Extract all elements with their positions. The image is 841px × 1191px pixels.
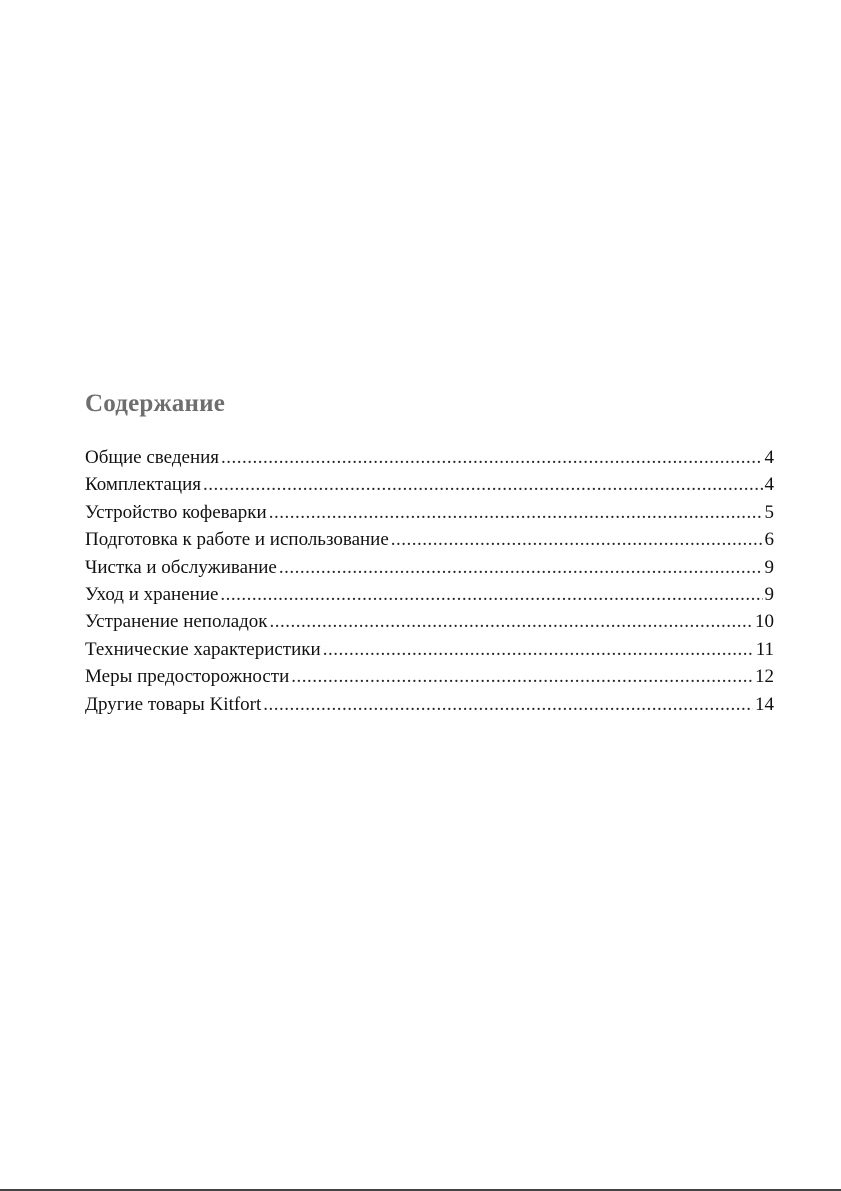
toc-entry[interactable] — [85, 636, 774, 663]
toc-entry[interactable] — [85, 554, 774, 581]
toc-entry-page: 9 — [764, 556, 774, 578]
toc-list — [85, 444, 774, 718]
toc-dot-leader — [263, 691, 753, 718]
toc-dot-leader — [269, 499, 763, 526]
toc-entry-page: 11 — [755, 638, 774, 660]
toc-entry-label: Устранение неполадок — [85, 611, 268, 633]
toc-entry-label: Чистка и обслуживание — [85, 556, 277, 578]
toc-entry[interactable] — [85, 471, 774, 498]
toc-dot-leader — [203, 471, 763, 498]
toc-entry[interactable] — [85, 581, 774, 608]
table-of-contents — [85, 386, 774, 718]
toc-entry-label: Комплектация — [85, 474, 201, 496]
toc-entry-label: Уход и хранение — [85, 583, 219, 605]
toc-dot-leader — [270, 608, 753, 635]
toc-entry-label: Общие сведения — [85, 447, 220, 468]
toc-entry[interactable] — [85, 499, 774, 526]
toc-entry-page: 4 — [764, 474, 774, 496]
toc-entry-label: Подготовка к работе и использование — [85, 529, 389, 551]
toc-entry-page: 6 — [764, 529, 774, 551]
toc-entry-label: Технические характеристики — [85, 638, 321, 660]
toc-entry-page: 12 — [755, 666, 774, 688]
toc-entry-label: Устройство кофеварки — [85, 501, 267, 523]
toc-entry-page: 4 — [764, 447, 774, 468]
toc-entry[interactable] — [85, 663, 774, 690]
toc-title: Содержание — [85, 390, 226, 417]
toc-dot-leader — [291, 663, 753, 690]
toc-dot-leader — [391, 526, 763, 553]
toc-entry-page: 10 — [755, 611, 774, 633]
toc-entry-label: Другие товары Kitfort — [85, 693, 262, 715]
toc-entry[interactable] — [85, 691, 774, 718]
toc-entry-label: Меры предосторожности — [85, 666, 290, 688]
toc-entry[interactable] — [85, 444, 774, 471]
toc-entry-page: 5 — [764, 501, 774, 523]
toc-dot-leader — [279, 554, 763, 581]
toc-entry-page: 14 — [755, 693, 774, 715]
toc-dot-leader — [220, 581, 762, 608]
toc-dot-leader — [323, 636, 754, 663]
toc-entry[interactable] — [85, 526, 774, 553]
toc-entry[interactable] — [85, 608, 774, 635]
toc-entry-page: 9 — [764, 583, 774, 605]
toc-dot-leader — [221, 444, 762, 471]
